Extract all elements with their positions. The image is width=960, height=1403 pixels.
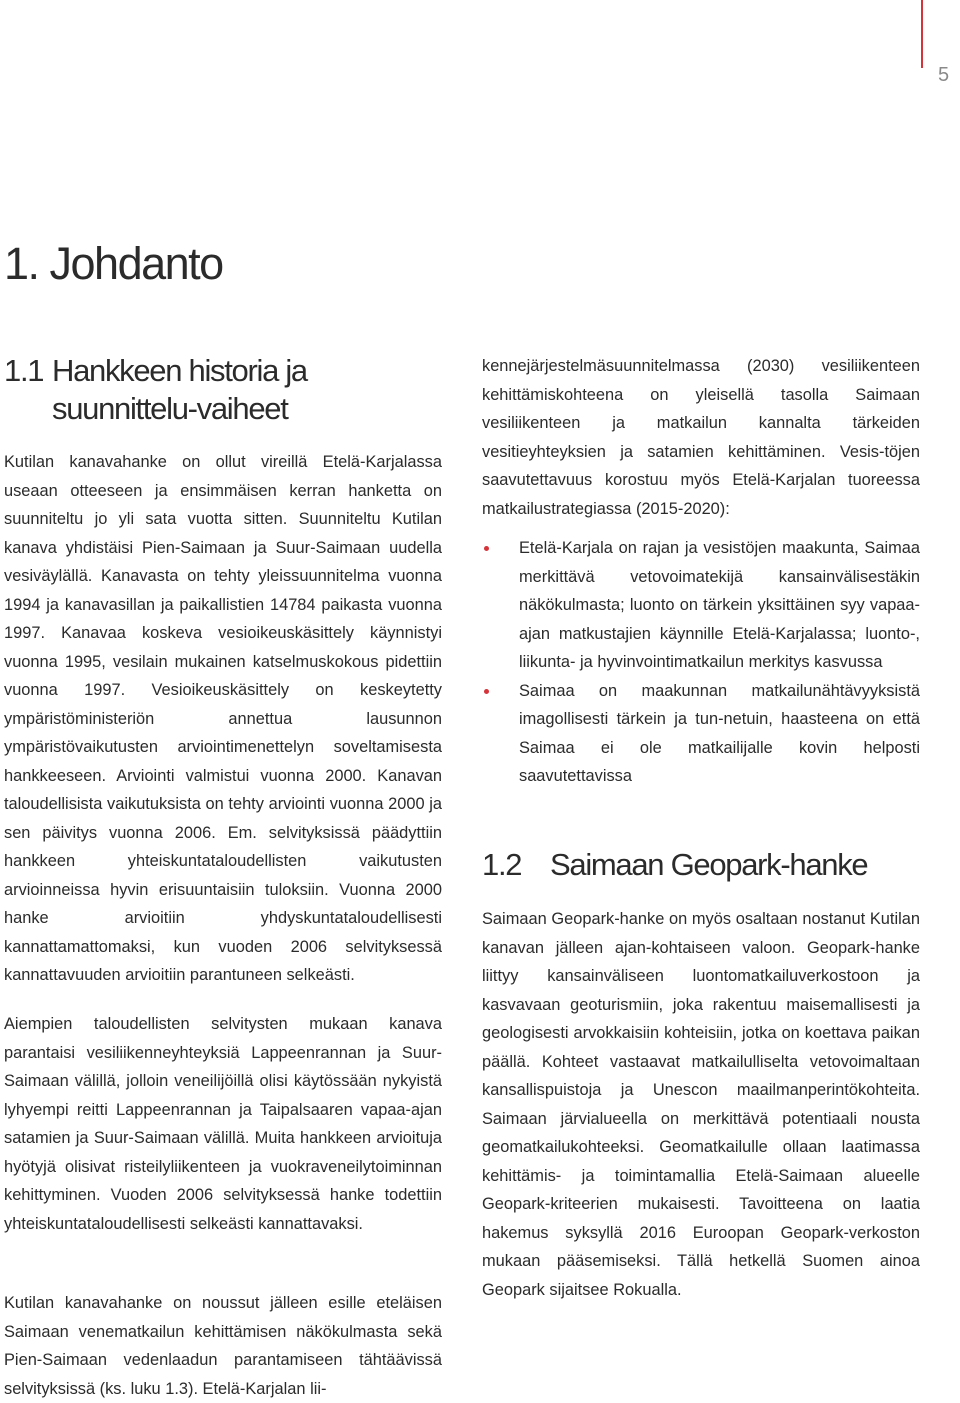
list-item: [482, 677, 920, 791]
section-1-2-paragraph: Saimaan Geopark-hanke on myös osaltaan nostanut Kutilan kanavan jälleen ajan-kohtaiseen valoon. Geopark-hanke liittyy kansainväliseen luontomatkailuverkostoon ja kasvavaan geoturismiin, joka rakentuu maisemallisesti ja geologisesti arvokkaisiin kohteisiin, jotka on koettava paikan päällä. Kohteet vastaavat matkailulliselta vetovoimaltaan kansallispuistoja ja Unescon maailmanperintökohteita. Saimaan järvialueella on merkittävä potentiaali nousta geomatkailukohteeksi. Geomatkailulle ollaan laatimassa kehittämis- ja toimintamallia Etelä-Saimaan alueelle Geopark-kriteerien mukaisesti. Tavoitteena on laatia hakemus syksyllä 2016 Euroopan Geopark-verkoston mukaan pääsemiseksi. Tällä hetkellä Suomen ainoa Geopark sijaitsee Rokualla.: [482, 910, 920, 1299]
section-1-1-paragraph-1: Kutilan kanavahanke on ollut vireillä Etelä-Karjalassa useaan otteeseen ja ensimmäisen kerran hanketta on suunniteltu jo yli sata vuotta sitten. Suunniteltu Kutilan kanava yhdistäisi Pien-Saimaan ja Suur-Saimaan uudella vesiväylällä. Kanavasta on tehty yleissuunnitelma vuonna 1994 ja kanavasillan ja paikallistien 14784 paikasta vuonna 1997. Kanavaa koskeva vesioikeuskäsittely käynnistyi vuonna 1995, vesilain mukainen katselmuskokous pidettiin vuonna 1997. Vesioikeuskäsittely on keskeytetty ympäristöministeriön annettua lausunnon ympäristövaikutusten arviointimenettelyn soveltamisesta hankkeeseen. Arviointi valmistui vuonna 2000. Kanavan taloudellisista vaikutuksista on tehty arviointi vuonna 2000 ja sen päivitys vuonna 2006. Em. selvityksissä päädyttiin hankkeen yhteiskuntataloudellisten vaikutusten arvioinneissa hyvin erisuuntaisiin tuloksiin. Vuonna 2000 hanke arvioitiin yhdyskuntataloudellisesti kannattamattomaksi, kun vuoden 2006 selvityksessä kannattavuuden arvioitiin parantuneen selkeästi.: [4, 453, 442, 984]
section-1-1-paragraph-3: Kutilan kanavahanke on noussut jälleen esille eteläisen Saimaan venematkailun kehittämisen näkökulmasta sekä Pien-Saimaan vedenlaadun parantamiseen tähtäävissä selvityksissä (ks. luku 1.3). Etelä-Karjalan lii-: [4, 1294, 442, 1398]
bullet-text: Saimaa on maakunnan matkailunähtävyyksistä imagollisesti tärkein ja tun-netuin, haasteena on että Saimaa ei ole matkailijalle kovin helposti saavutettavissa: [519, 681, 920, 785]
bullet-dot-icon: [484, 546, 489, 551]
page-accent-rule: [921, 0, 923, 68]
list-item: [482, 534, 920, 677]
section-1-1-heading: [4, 352, 444, 428]
page-number: 5: [938, 64, 951, 86]
section-1-1-paragraph-2: Aiempien taloudellisten selvitysten mukaan kanava parantaisi vesiliikenneyhteyksiä Lappeenrannan ja Suur-Saimaan välillä, jolloin veneilijöillä olisi käytössään nykyistä lyhyempi reitti Lappeenrannan ja Taipalsaaren vapaa-ajan satamien ja Suur-Saimaan välillä. Muita hankkeen arvioituja hyötyjä olisivat risteilyliikenteen ja vuokraveneilytoiminnan kehittyminen. Vuoden 2006 selvityksessä hanke todettiin yhteiskuntataloudellisesti selkeästi kannattavaksi.: [4, 1015, 442, 1233]
tourism-strategy-bullets: [482, 534, 920, 791]
section-1-1-number: 1.1: [4, 353, 44, 388]
section-1-2-heading: [482, 846, 920, 884]
section-1-1-paragraph-3-continued: kennejärjestelmäsuunnitelmassa (2030) vesiliikenteen kehittämiskohteena on yleisellä tasolla Saimaan vesiliikenteen ja matkailun kannalta tärkeiden vesitieyhteyksien ja satamien kehittäminen. Vesis-töjen saavutettavuus korostuu myös Etelä-Karjalan tuoreessa matkailustrategiassa (2015-2020):: [482, 357, 920, 518]
section-1-1-title: Hankkeen historia ja suunnittelu-vaiheet: [52, 353, 307, 426]
section-1-2-number: 1.2: [482, 847, 522, 882]
section-1-2-title: Saimaan Geopark-hanke: [550, 847, 868, 882]
chapter-title: 1. Johdanto: [4, 238, 223, 289]
section-1-1-paragraph-3-start: [4, 1289, 442, 1403]
bullet-text: Etelä-Karjala on rajan ja vesistöjen maakunta, Saimaa merkittävä vetovoimatekijä kansainvälisestäkin näkökulmasta; luonto on tärkein yksittäinen syy vapaa-ajan matkustajien käynnille Etelä-Karjalassa; luonto-, liikunta- ja hyvinvointimatkailun merkitys kasvussa: [519, 539, 920, 671]
bullet-dot-icon: [484, 689, 489, 694]
